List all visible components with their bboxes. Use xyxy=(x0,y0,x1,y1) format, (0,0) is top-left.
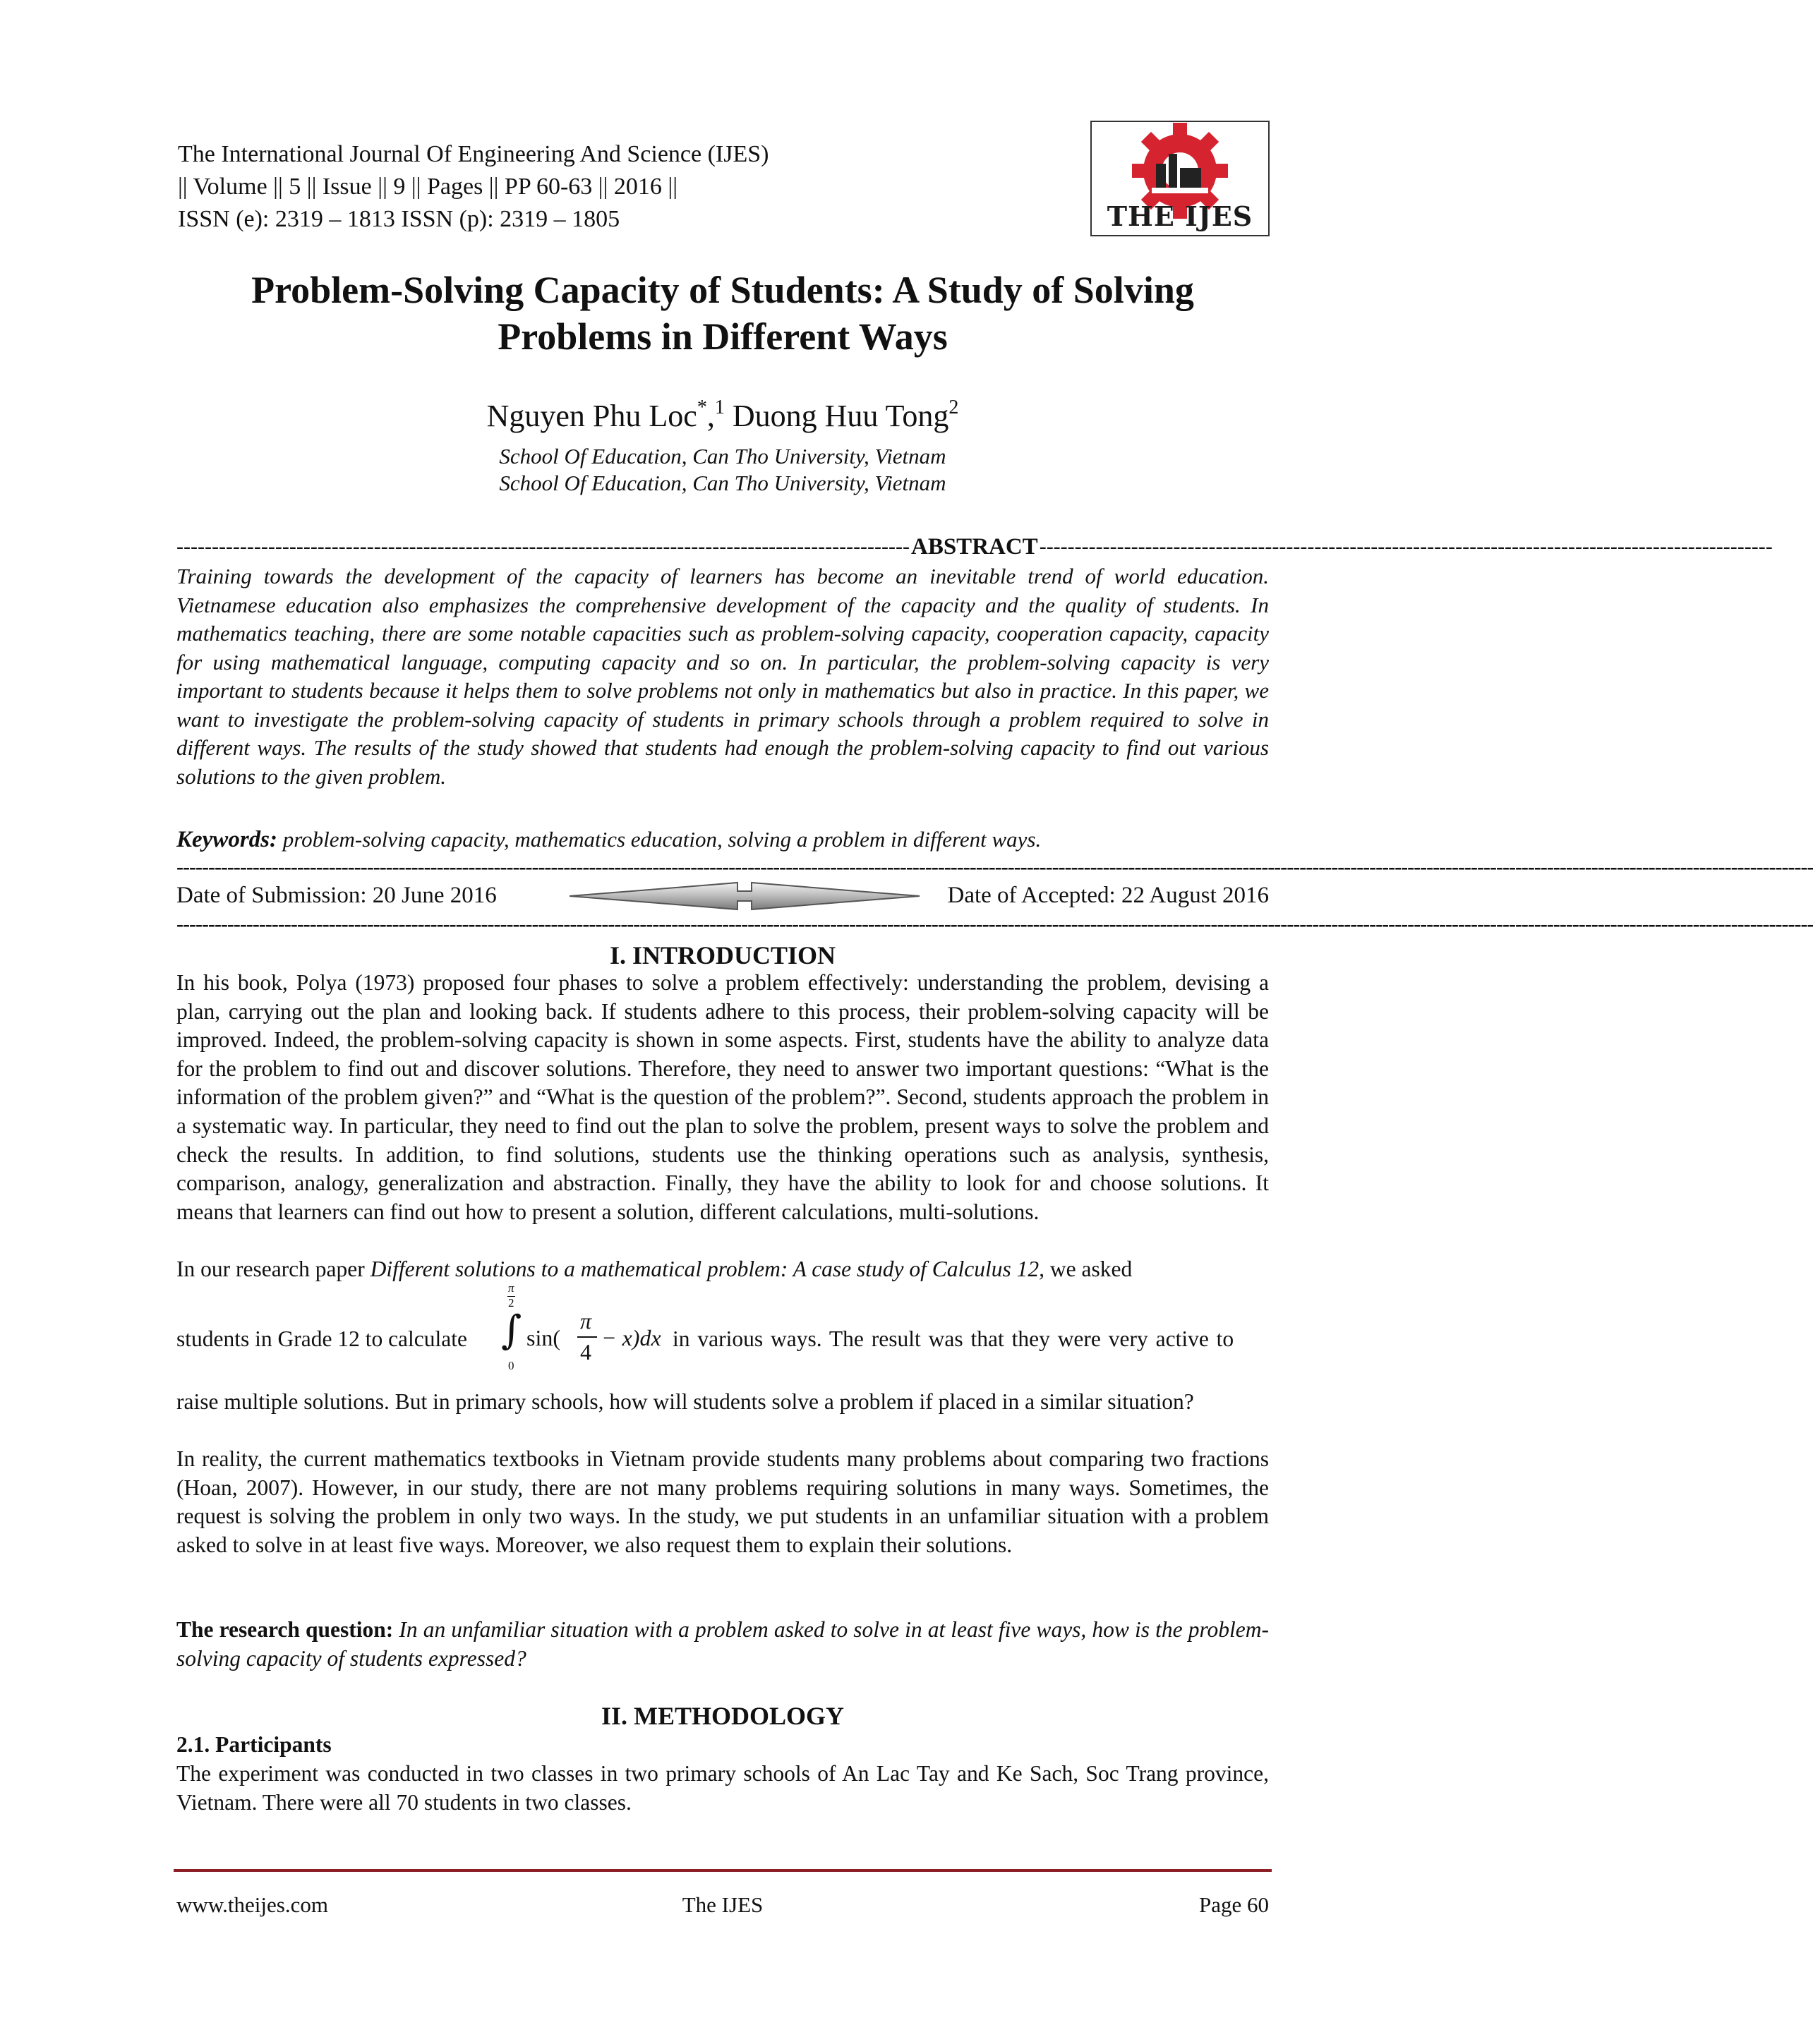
intro-para-2-post: we asked xyxy=(1044,1257,1133,1281)
footer-website: www.theijes.com xyxy=(176,1892,328,1917)
footer-rule xyxy=(174,1869,1272,1872)
author-2-pre-sup: 1 xyxy=(714,397,725,418)
research-question-text: In an unfamiliar situation with a problem asked to solve in at least five ways, how is the problem-solving capacity of students expressed? xyxy=(176,1617,1269,1671)
upper-limit-num: π xyxy=(508,1281,514,1295)
intro-para-2-pre: In our research paper xyxy=(176,1257,371,1281)
abstract-heading-row xyxy=(176,534,1773,560)
author-1: Nguyen Phu Loc xyxy=(486,399,697,433)
dash-right: -------------------------------------------------------------------------------------------------------- xyxy=(1039,535,1773,558)
submission-date: Date of Submission: 20 June 2016 xyxy=(176,883,497,908)
abstract-body: Training towards the development of the capacity of learners has become an inevitable trend of world education. Vietnamese education also emphasizes the comprehensive development of the capacity and the quality of students. In mathematics teaching, there are some notable capacities such as problem-solving capacity, cooperation capacity, capacity for using mathematical language, computing capacity and so on. In particular, the problem-solving capacity is very important to students because it helps them to solve problems not only in mathematics but also in practice. In this paper, we want to investigate the problem-solving capacity of students in primary schools through a problem required to solve in different ways. The results of the study showed that students had enough the problem-solving capacity to find out various solutions to the given problem. xyxy=(176,564,1269,789)
dates-row xyxy=(176,878,1269,914)
frac-bar xyxy=(577,1336,597,1338)
intro-para-4: In reality, the current mathematics textbooks in Vietnam provide students many problems about comparing two fractions (Hoan, 2007). However, in our study, there are not many problems requiring solutions in many ways. Sometimes, the request is solving the problem in only two ways. In the study, we put students in an unfamiliar situation with a problem asked to solve in at least five ways. Moreover, we also request them to explain their solutions. xyxy=(176,1446,1269,1557)
ijes-logo xyxy=(1091,121,1269,236)
accepted-date: Date of Accepted: 22 August 2016 xyxy=(947,883,1269,908)
research-question-label: The research question: xyxy=(176,1617,394,1642)
title-line-2: Problems in Different Ways xyxy=(498,315,948,358)
intro-para-2-ref: Different solutions to a mathematical problem: A case study of Calculus 12, xyxy=(370,1257,1045,1281)
intro-para-1: In his book, Polya (1973) proposed four phases to solve a problem effectively: understanding the problem, devising a plan, carrying out the plan and looking back. If students adhere to this process, their problem-solving capacity will be improved. Indeed, the problem-solving capacity is shown in some aspects. First, students have the ability to analyze data for the problem to find out and discover solutions. Therefore, they need to answer two important questions: “What is the information of the problem given?” and “What is the question of the problem?”. Second, students approach the problem in a systematic way. In particular, they need to find out the plan to solve the problem, present ways to solve the problem and check the results. In addition, to find solutions, students use the thinking operations such as analysis, synthesis, comparison, analogy, generalization and abstraction. Finally, they have the ability to look for and choose solutions. It means that learners can find out how to present a solution, different calculations, multi-solutions. xyxy=(176,970,1269,1224)
intro-heading: I. INTRODUCTION xyxy=(609,941,836,969)
paper-title xyxy=(127,267,1318,360)
footer-journal: The IJES xyxy=(682,1892,764,1917)
keywords xyxy=(176,826,1269,854)
abstract-heading: ABSTRACT xyxy=(910,534,1038,560)
divider-bottom: ------------------------------------------------------------------------------------------------------------------------------------------------------------------------------------------------------------------------------------------------------------------ xyxy=(176,912,1813,936)
integral-sin: sin( xyxy=(526,1325,560,1350)
footer-page-number: Page 60 xyxy=(1198,1892,1269,1917)
upper-limit-den: 2 xyxy=(508,1296,514,1310)
volume-line: || Volume || 5 || Issue || 9 || Pages || PP 60-63 || 2016 || xyxy=(178,174,678,200)
intro-para-2 xyxy=(176,1255,1269,1284)
research-question xyxy=(176,1616,1269,1673)
integral-sign-icon: ∫ xyxy=(501,1307,522,1353)
intro-para-3: raise multiple solutions. But in primary schools, how will students solve a problem if placed in a similar situation? xyxy=(176,1389,1194,1414)
affiliation-2: School Of Education, Can Tho University, Vietnam xyxy=(499,471,946,495)
keywords-label: Keywords: xyxy=(176,827,277,852)
issn-line: ISSN (e): 2319 – 1813 ISSN (p): 2319 – 1805 xyxy=(178,206,620,232)
integral-post-text: in various ways. The result was that they were very active to xyxy=(673,1326,1234,1351)
double-arrow-icon xyxy=(568,878,921,914)
divider-top: ------------------------------------------------------------------------------------------------------------------------------------------------------------------------------------------------------------------------------------------------------------------ xyxy=(176,855,1813,878)
methodology-para-1: The experiment was conducted in two classes in two primary schools of An Lac Tay and Ke Sach, Soc Trang province, Vietnam. There were all 70 students in two classes. xyxy=(176,1761,1269,1815)
authors xyxy=(0,397,1445,436)
affiliation-1: School Of Education, Can Tho University, Vietnam xyxy=(499,444,946,468)
methodology-heading: II. METHODOLOGY xyxy=(601,1702,845,1730)
author-2-sup: 2 xyxy=(948,397,959,418)
integral-pre-text: students in Grade 12 to calculate xyxy=(176,1326,467,1351)
title-line-1: Problem-Solving Capacity of Students: A Study of Solving xyxy=(251,269,1194,311)
keywords-text: problem-solving capacity, mathematics education, solving a problem in different ways. xyxy=(277,827,1042,852)
frac-num: π xyxy=(580,1308,592,1334)
author-1-sup: * xyxy=(697,397,707,418)
participants-heading: 2.1. Participants xyxy=(176,1732,332,1757)
lower-limit: 0 xyxy=(508,1359,514,1372)
logo-text: THE IJES xyxy=(1107,200,1253,232)
frac-den: 4 xyxy=(580,1339,591,1365)
author-sep: , xyxy=(706,399,715,433)
integral-rest: − x)dx xyxy=(601,1325,661,1350)
dash-left: -------------------------------------------------------------------------------------------------------- xyxy=(176,535,910,558)
integral-line xyxy=(176,1283,1269,1381)
author-2: Duong Huu Tong xyxy=(724,399,949,433)
journal-name: The International Journal Of Engineering And Science (IJES) xyxy=(178,141,769,167)
